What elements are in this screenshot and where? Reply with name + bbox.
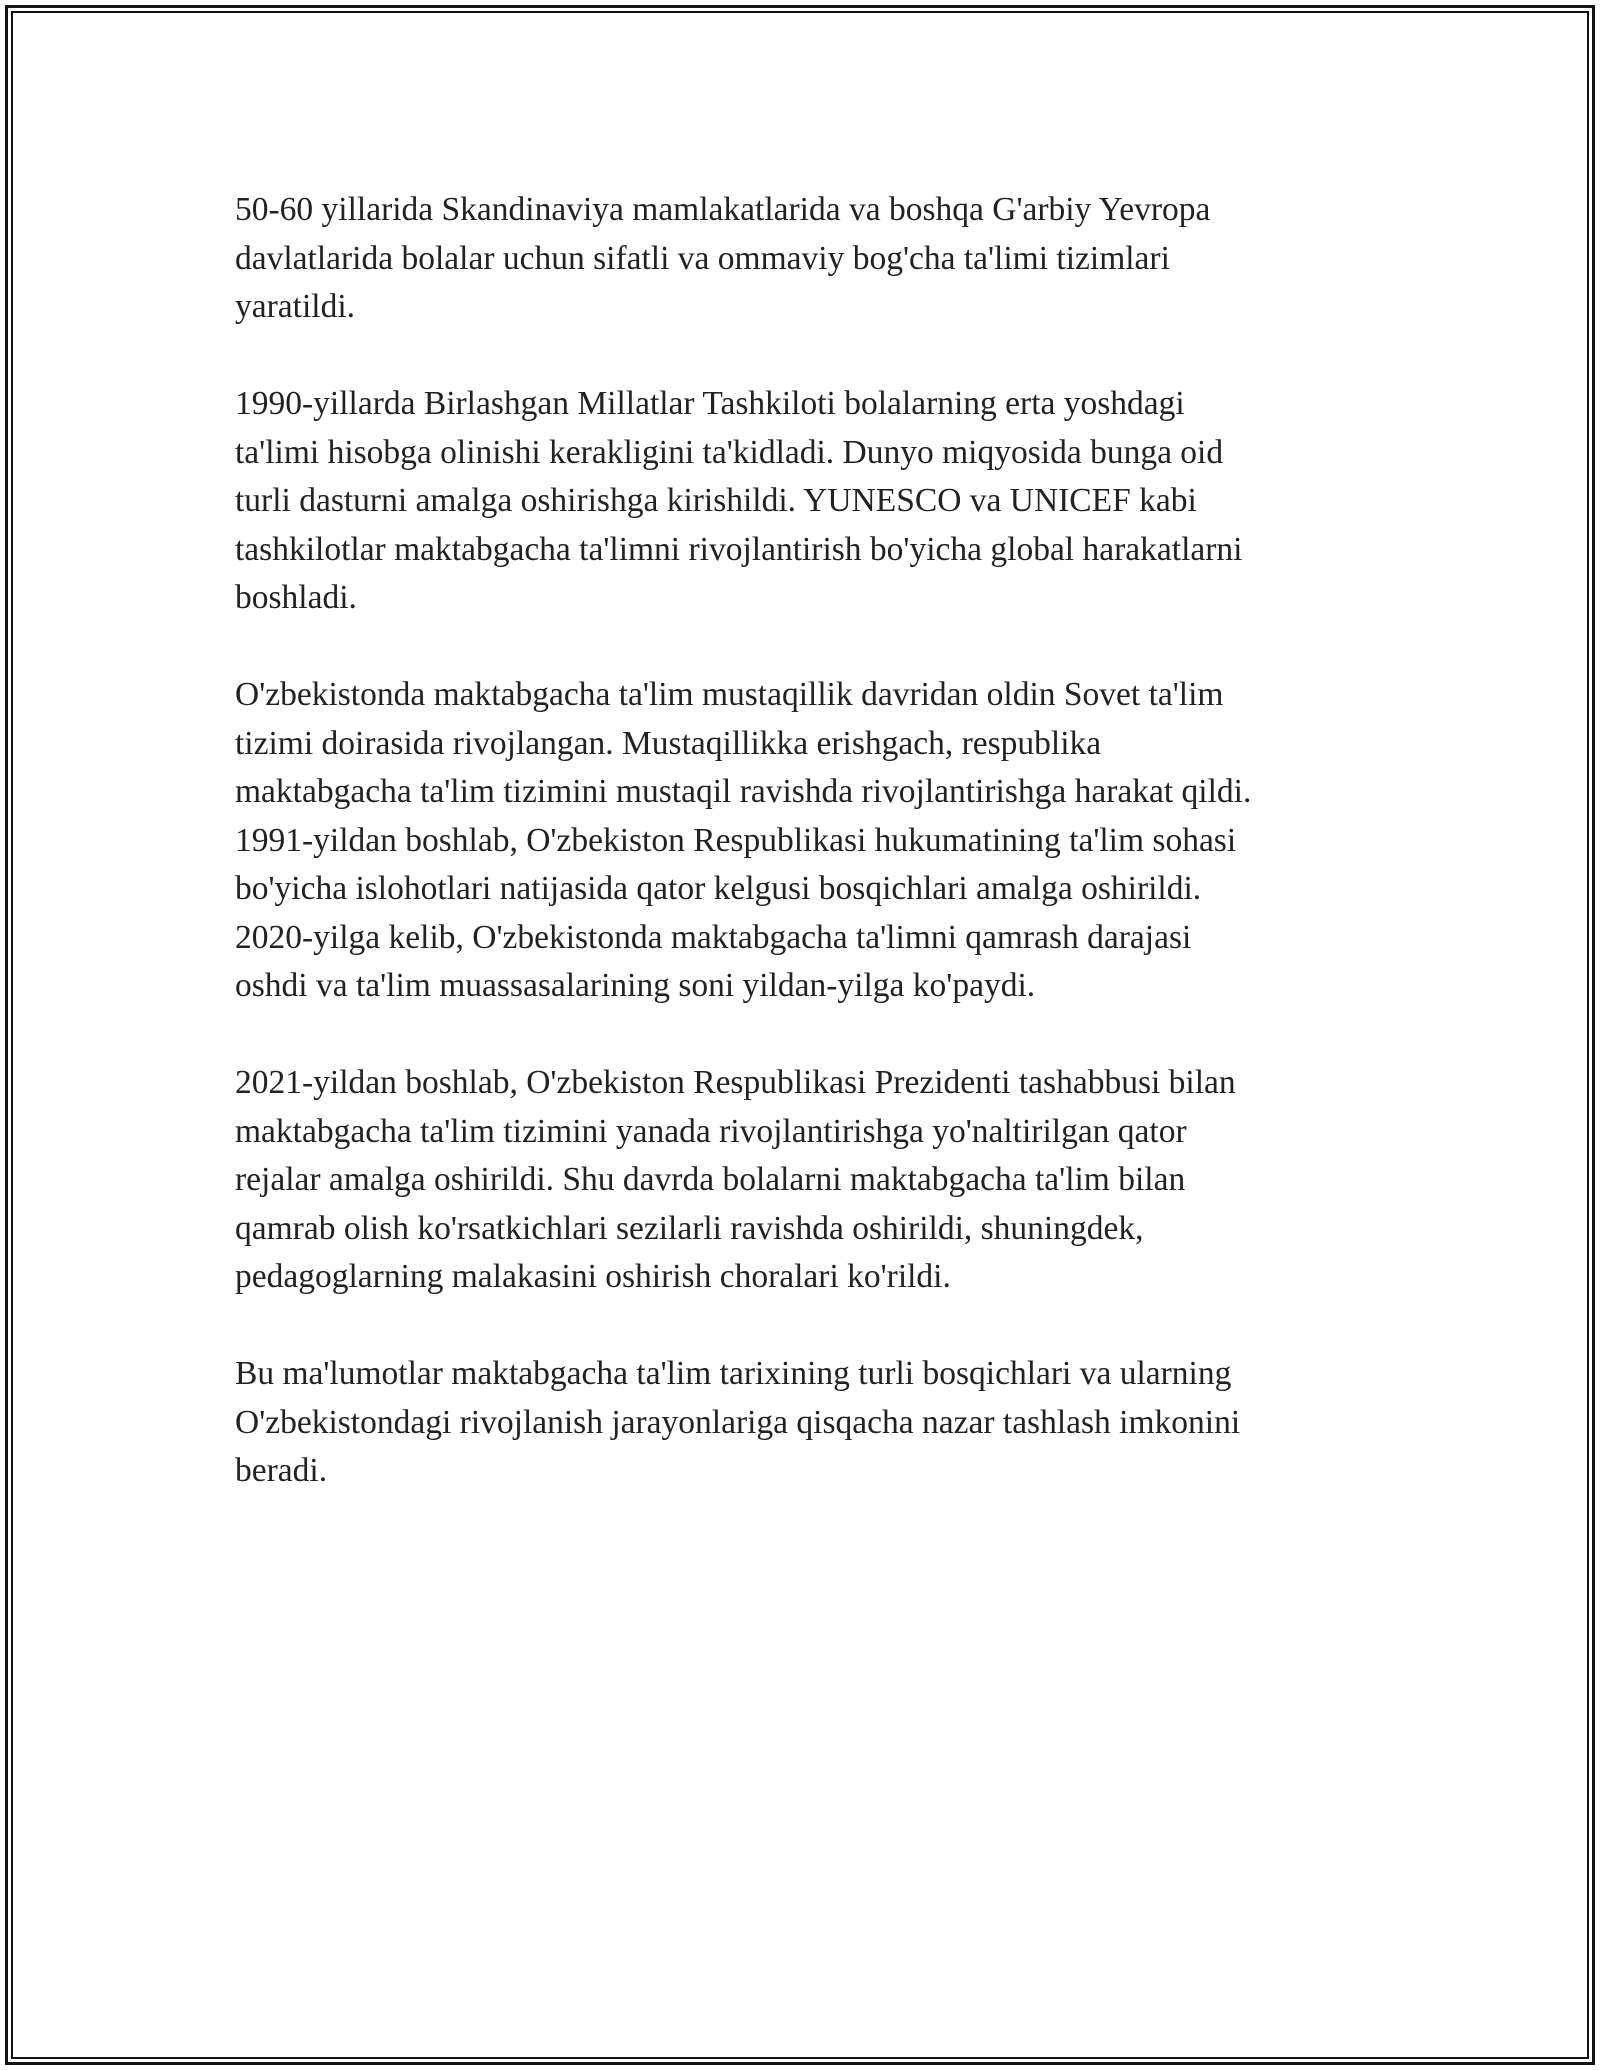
paragraph-5: Bu ma'lumotlar maktabgacha ta'lim tarixining turli bosqichlari va ularning O'zbekistondagi rivojlanish jarayonlariga qisqacha nazar tashlash imkonini beradi. [235, 1355, 1241, 1489]
paragraph-3: O'zbekistonda maktabgacha ta'lim mustaqillik davridan oldin Sovet ta'lim tizimi doirasida rivojlangan. Mustaqillikka erishgach, respublika maktabgacha ta'lim tizimini mustaqil ravishda rivojlantirishga harakat qildi. 1991-yildan boshlab, O'zbekiston Respublikasi hukumatining ta'lim sohasi bo'yicha islohotlari natijasida qator kelgusi bosqichlari amalga oshirildi. 2020-yilga kelib, O'zbekistonda maktabgacha ta'limni qamrash darajasi oshdi va ta'lim muassasalarining soni yildan-yilga ko'paydi. [235, 676, 1252, 1004]
paragraph-4: 2021-yildan boshlab, O'zbekiston Respublikasi Prezidenti tashabbusi bilan maktabgacha ta'lim tizimini yanada rivojlantirishga yo'naltirilgan qator rejalar amalga oshirildi. Shu davrda bolalarni maktabgacha ta'lim bilan qamrab olish ko'rsatkichlari sezilarli ravishda oshirildi, shuningdek, pedagoglarning malakasini oshirish choralari ko'rildi. [235, 1064, 1236, 1295]
paragraph-2: 1990-yillarda Birlashgan Millatlar Tashkiloti bolalarning erta yoshdagi ta'limi hisobga olinishi kerakligini ta'kidladi. Dunyo miqyosida bunga oid turli dasturni amalga oshirishga kirishildi. YUNESCO va UNICEF kabi tashkilotlar maktabgacha ta'limni rivojlantirish bo'yicha global harakatlarni boshladi. [235, 385, 1243, 616]
paragraph-1: 50-60 yillarida Skandinaviya mamlakatlarida va boshqa G'arbiy Yevropa davlatlarida bolalar uchun sifatli va ommaviy bog'cha ta'limi tizimlari yaratildi. [235, 191, 1211, 325]
document-body [235, 186, 1375, 1496]
